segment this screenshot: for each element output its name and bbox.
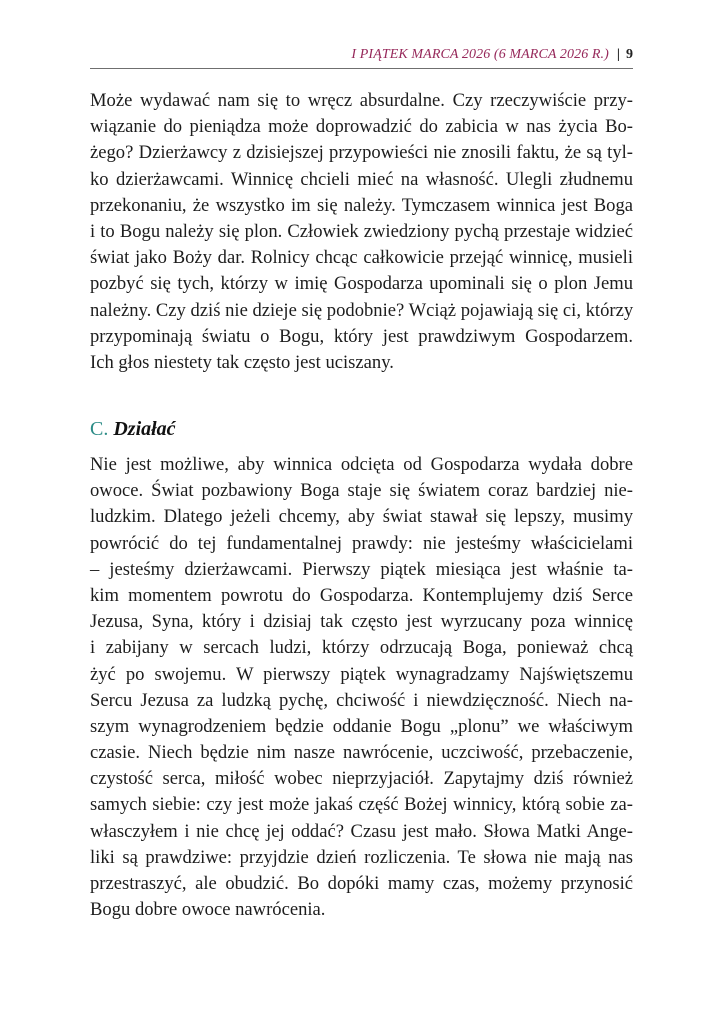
text-line: żyć po swojemu. W pierwszy piątek wynagradzamy Najświętszemu bbox=[90, 663, 633, 685]
header-rule bbox=[90, 68, 633, 69]
text-line: Może wydawać nam się to wręcz absurdalne. Czy rzeczywiście przy- bbox=[90, 90, 633, 111]
running-head-separator: | bbox=[616, 47, 620, 62]
text-line: pozbyć się tych, którzy w imię Gospodarza upominali się o plon Jemu bbox=[90, 273, 633, 295]
running-head-title: I PIĄTEK MARCA 2026 (6 MARCA 2026 R.) bbox=[351, 47, 609, 62]
paragraph-1 bbox=[90, 88, 633, 376]
text-line: Sercu Jezusa za ludzką pychę, chciwość i niewdzięczność. Niech na- bbox=[90, 689, 633, 711]
text-line: – jesteśmy dzierżawcami. Pierwszy piątek miesiąca jest właśnie ta- bbox=[90, 558, 633, 580]
text-line: czystość serca, miłość wobec nieprzyjaciół. Zapytajmy dziś również bbox=[90, 768, 633, 790]
text-line: Ich głos niestety tak często jest uciszany. bbox=[90, 351, 394, 373]
text-line: liki są prawdziwe: przyjdzie dzień rozliczenia. Te słowa nie mają nas bbox=[90, 846, 633, 868]
text-line: Jezusa, Syna, który i dzisiaj tak często jest wyrzucany poza winnicę bbox=[90, 611, 633, 633]
text-line: świat jako Boży dar. Rolnicy chcąc całkowicie przejąć winnicę, musieli bbox=[90, 247, 633, 269]
text-line: samych siebie: czy jest może jakaś część Bożej winnicy, którą sobie za- bbox=[90, 794, 633, 816]
text-line: przestraszyć, ale obudzić. Bo dopóki mamy czas, możemy przynosić bbox=[90, 873, 633, 894]
text-line: czasie. Niech będzie nim nasze nawrócenie, uczciwość, przebaczenie, bbox=[90, 742, 633, 764]
paragraph-2 bbox=[90, 452, 633, 923]
text-line: własczyłem i nie chcę jej oddać? Czasu jest mało. Słowa Matki Ange- bbox=[90, 820, 633, 842]
text-line: ludzkim. Dlatego jeżeli chcemy, aby świat stawał się lepszy, musimy bbox=[90, 506, 633, 528]
text-line: powrócić do tej fundamentalnej prawdy: nie jesteśmy właścicielami bbox=[90, 532, 633, 554]
text-line: owoce. Świat pozbawiony Boga staje się światem coraz bardziej nie- bbox=[90, 480, 633, 502]
text-line: Bogu dobre owoce nawrócenia. bbox=[90, 899, 326, 921]
text-line: wiązanie do pieniądza może doprowadzić do zabicia w nas życia Bo- bbox=[90, 116, 633, 138]
text-line: i zabijany w sercach ludzi, którzy odrzucają Boga, ponieważ chcą bbox=[90, 637, 633, 659]
text-line: szym wynagrodzeniem będzie oddanie Bogu „plonu” we właściwym bbox=[90, 715, 633, 737]
text-line: i to Bogu należy się plon. Człowiek zwiedziony pychą przestaje widzieć bbox=[90, 220, 633, 242]
section-heading bbox=[90, 415, 176, 443]
text-line: ko dzierżawcami. Winnicę chcieli mieć na własność. Ulegli złudnemu bbox=[90, 168, 633, 190]
text-line: należny. Czy dziś nie dzieje się podobnie? Wciąż pojawiają się ci, którzy bbox=[90, 299, 634, 321]
text-line: przypominają światu o Bogu, który jest prawdziwym Gospodarzem. bbox=[90, 325, 633, 347]
section-letter: C. bbox=[90, 418, 109, 440]
text-line: przekonaniu, że wszystko im się należy. Tymczasem winnica jest Boga bbox=[90, 194, 633, 216]
text-line: Nie jest możliwe, aby winnica odcięta od Gospodarza wydała dobre bbox=[90, 454, 633, 475]
text-line: żego? Dzierżawcy z dzisiejszej przypowieści nie znosili faktu, że są tyl- bbox=[90, 142, 633, 164]
running-head bbox=[90, 45, 633, 65]
text-line: kim momentem powrotu do Gospodarza. Kontemplujemy dziś Serce bbox=[90, 584, 633, 606]
page-number: 9 bbox=[626, 47, 633, 62]
section-title: Działać bbox=[113, 418, 176, 440]
